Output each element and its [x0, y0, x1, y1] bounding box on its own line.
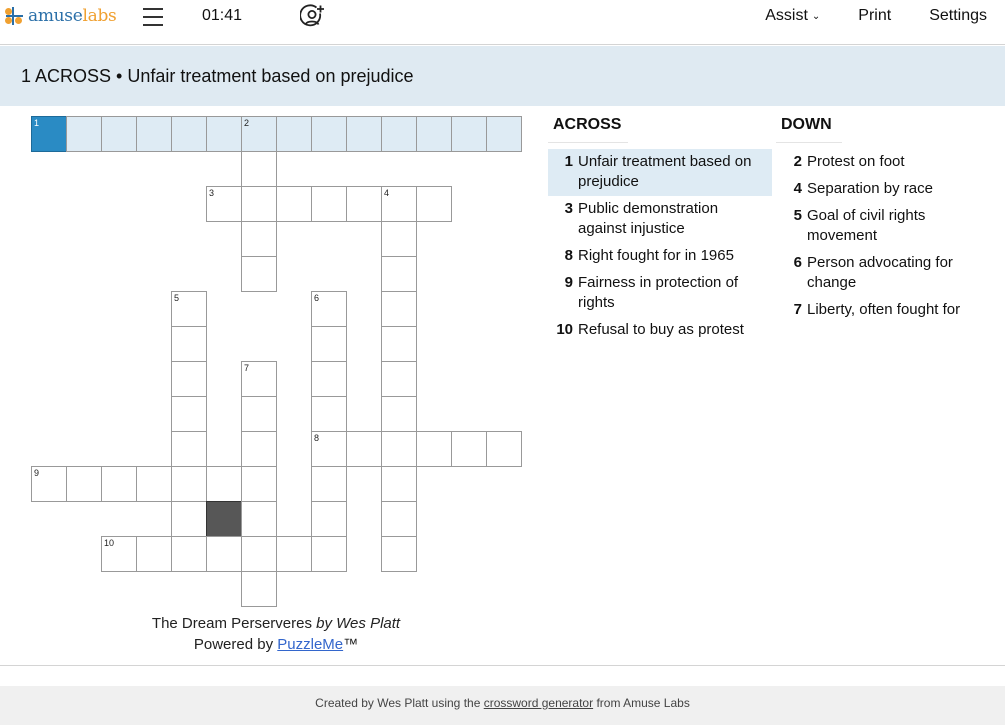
grid-cell[interactable]: [311, 466, 347, 502]
puzzle-title: The Dream Perserveres: [151, 615, 312, 632]
grid-cell[interactable]: [381, 501, 417, 537]
across-heading: ACROSS: [548, 112, 628, 143]
grid-cell[interactable]: [241, 361, 277, 397]
across-clue-item[interactable]: [548, 149, 772, 196]
puzzleme-link[interactable]: PuzzleMe: [277, 636, 344, 653]
grid-cell[interactable]: [31, 116, 67, 152]
clue-number: 3: [564, 200, 573, 217]
grid-cell[interactable]: [206, 116, 242, 152]
across-clue-item[interactable]: [548, 243, 772, 270]
grid-cell[interactable]: [171, 291, 207, 327]
clue-number: 8: [564, 247, 573, 264]
settings-button[interactable]: Settings: [929, 7, 987, 24]
grid-cell[interactable]: [451, 116, 487, 152]
down-clue-item[interactable]: [776, 203, 1000, 250]
grid-cell[interactable]: [381, 536, 417, 572]
grid-cell[interactable]: [276, 536, 312, 572]
cell-number: 4: [384, 188, 390, 198]
crossword-grid[interactable]: [31, 116, 521, 606]
grid-cell[interactable]: [311, 326, 347, 362]
grid-cell[interactable]: [241, 221, 277, 257]
clue-text: Liberty, often fought for: [807, 301, 961, 318]
amuselabs-logo-icon: [5, 6, 25, 26]
grid-cell[interactable]: [171, 431, 207, 467]
grid-cell[interactable]: [171, 536, 207, 572]
grid-cell[interactable]: [101, 116, 137, 152]
grid-cell[interactable]: [241, 466, 277, 502]
grid-cell[interactable]: [381, 291, 417, 327]
grid-cell[interactable]: [346, 431, 382, 467]
cell-number: 6: [314, 293, 320, 303]
clue-number: 2: [793, 153, 802, 170]
grid-cell[interactable]: [206, 186, 242, 222]
puzzle-author: by Wes Platt: [316, 615, 401, 632]
grid-cell[interactable]: [241, 116, 277, 152]
across-clue-item[interactable]: [548, 317, 772, 344]
grid-cell[interactable]: [171, 466, 207, 502]
clue-number: 9: [564, 274, 573, 291]
clue-number: 10: [556, 321, 573, 338]
grid-cell[interactable]: [171, 361, 207, 397]
grid-cell[interactable]: [381, 221, 417, 257]
divider: [0, 665, 1005, 666]
logo-text-amuse: amuse: [28, 6, 83, 26]
cell-number: 2: [244, 118, 250, 128]
logo-text-labs: labs: [82, 6, 117, 26]
print-button[interactable]: Print: [858, 7, 892, 24]
grid-cell[interactable]: [381, 431, 417, 467]
grid-cell[interactable]: [171, 326, 207, 362]
cell-number: 5: [174, 293, 180, 303]
hamburger-menu-icon[interactable]: [143, 8, 163, 26]
grid-cell[interactable]: [311, 291, 347, 327]
down-clues: [776, 112, 1000, 324]
cell-number: 10: [104, 538, 115, 548]
clue-text: Public demonstration against injustice: [578, 200, 719, 237]
grid-cell[interactable]: [381, 396, 417, 432]
logo-text: [28, 6, 116, 26]
powered-by-line: [31, 634, 521, 655]
grid-cell[interactable]: [311, 186, 347, 222]
grid-cell[interactable]: [486, 431, 522, 467]
grid-cell[interactable]: [206, 466, 242, 502]
grid-cell[interactable]: [381, 256, 417, 292]
grid-cell[interactable]: [416, 431, 452, 467]
grid-cell[interactable]: [241, 256, 277, 292]
grid-cell[interactable]: [346, 116, 382, 152]
assist-menu-button[interactable]: [765, 7, 820, 25]
cell-number: 3: [209, 188, 215, 198]
grid-cell[interactable]: [171, 396, 207, 432]
add-user-icon[interactable]: [300, 4, 326, 30]
grid-cell[interactable]: [276, 116, 312, 152]
trademark-symbol: ™: [343, 636, 359, 653]
grid-cell[interactable]: [171, 116, 207, 152]
grid-cell[interactable]: [206, 536, 242, 572]
clue-text: Right fought for in 1965: [578, 247, 734, 264]
grid-cell[interactable]: [381, 466, 417, 502]
grid-cell[interactable]: [136, 466, 172, 502]
grid-cell[interactable]: [241, 186, 277, 222]
clue-number: 5: [793, 207, 802, 224]
grid-cell[interactable]: [416, 186, 452, 222]
grid-cell[interactable]: [381, 116, 417, 152]
footer-suffix: from Amuse Labs: [593, 696, 690, 710]
down-clue-item[interactable]: [776, 149, 1000, 176]
grid-cell[interactable]: [486, 116, 522, 152]
grid-cell[interactable]: [66, 116, 102, 152]
grid-cell[interactable]: [381, 186, 417, 222]
grid-cell[interactable]: [241, 431, 277, 467]
clue-number: 6: [793, 254, 802, 271]
grid-cell[interactable]: [311, 501, 347, 537]
clue-number: 7: [793, 301, 802, 318]
cell-number: 9: [34, 468, 40, 478]
clue-number: 4: [793, 180, 802, 197]
cell-number: 8: [314, 433, 320, 443]
across-clue-item[interactable]: [548, 270, 772, 317]
across-clues: [548, 112, 772, 344]
grid-cell[interactable]: [276, 186, 312, 222]
footer: [0, 686, 1005, 725]
clue-text: Protest on foot: [807, 153, 905, 170]
grid-cell[interactable]: [136, 536, 172, 572]
across-clue-item[interactable]: [548, 196, 772, 243]
grid-cell[interactable]: [101, 466, 137, 502]
timer[interactable]: 01:41: [202, 7, 243, 24]
top-bar: [0, 0, 1005, 45]
down-clue-item[interactable]: [776, 297, 1000, 324]
grid-cell[interactable]: [101, 536, 137, 572]
down-heading: DOWN: [776, 112, 842, 143]
grid-cell[interactable]: [311, 431, 347, 467]
clue-text: Person advocating for change: [807, 254, 953, 291]
cell-number: 1: [34, 118, 40, 128]
grid-cell[interactable]: [66, 466, 102, 502]
grid-cell[interactable]: [171, 501, 207, 537]
footer-prefix: Created by Wes Platt using the: [315, 696, 484, 710]
grid-cell[interactable]: [136, 116, 172, 152]
grid-cell[interactable]: [346, 186, 382, 222]
clue-number: 1: [564, 153, 573, 170]
grid-cell[interactable]: [311, 361, 347, 397]
clue-text: Refusal to buy as protest: [578, 321, 744, 338]
puzzle-credits: [31, 613, 521, 655]
powered-by-text: Powered by: [193, 636, 278, 653]
clue-text: Fairness in protection of rights: [578, 274, 739, 311]
grid-cell[interactable]: [241, 396, 277, 432]
clue-text: Separation by race: [807, 180, 933, 197]
grid-cell[interactable]: [241, 536, 277, 572]
grid-block-cell: [206, 501, 242, 537]
grid-cell[interactable]: [241, 151, 277, 187]
crossword-generator-link[interactable]: crossword generator: [483, 696, 594, 710]
puzzle-title-line: [31, 613, 521, 634]
down-clue-item[interactable]: [776, 250, 1000, 297]
top-nav: [765, 7, 987, 25]
clue-text: Unfair treatment based on prejudice: [578, 153, 752, 190]
amuselabs-logo[interactable]: [5, 5, 116, 27]
clue-text: Goal of civil rights movement: [807, 207, 926, 244]
grid-cell[interactable]: [311, 536, 347, 572]
down-clue-item[interactable]: [776, 176, 1000, 203]
grid-cell[interactable]: [241, 571, 277, 607]
chevron-down-icon: ⌄: [811, 10, 821, 22]
cell-number: 7: [244, 363, 250, 373]
current-clue-bar: 1 ACROSS • Unfair treatment based on prejudice: [0, 46, 1005, 106]
grid-cell[interactable]: [451, 431, 487, 467]
grid-cell[interactable]: [381, 326, 417, 362]
assist-label: Assist: [765, 7, 808, 24]
grid-cell[interactable]: [311, 116, 347, 152]
grid-cell[interactable]: [241, 501, 277, 537]
grid-cell[interactable]: [31, 466, 67, 502]
grid-cell[interactable]: [381, 361, 417, 397]
grid-cell[interactable]: [416, 116, 452, 152]
grid-cell[interactable]: [311, 396, 347, 432]
